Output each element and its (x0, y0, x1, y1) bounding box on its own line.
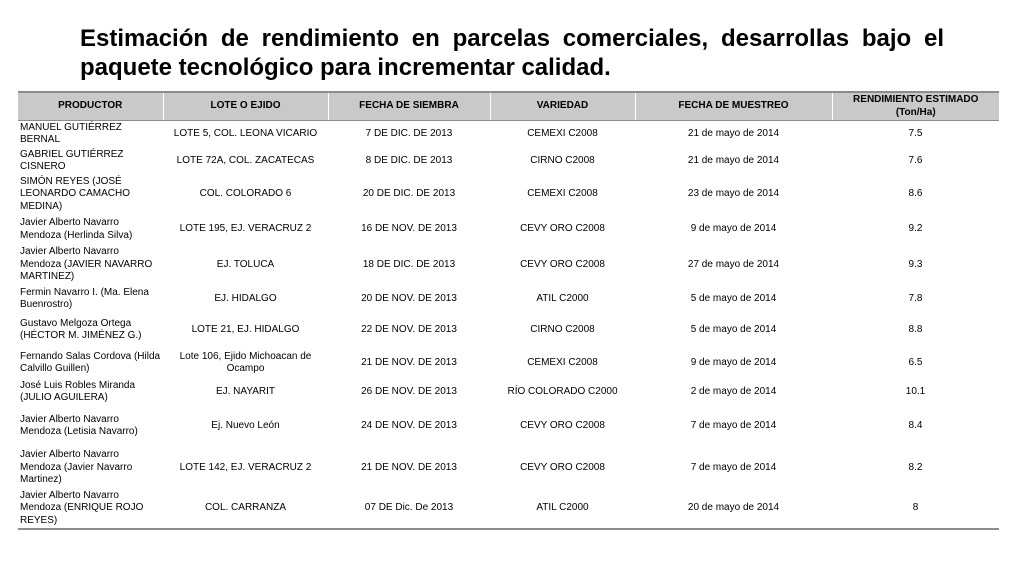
yield-table (18, 91, 999, 530)
cell-rendimiento: 8.2 (908, 461, 923, 473)
cell-fecha-muestreo: 23 de mayo de 2014 (687, 188, 780, 200)
cell-rendimiento: 8.6 (908, 188, 923, 200)
cell-variedad: CEVY ORO C2008 (520, 461, 605, 473)
table-row (18, 121, 999, 148)
cell-productor: José Luis Robles Miranda (JULIO AGUILERA) (20, 379, 136, 403)
cell-fecha-siembra: 20 DE DIC. DE 2013 (362, 188, 456, 200)
cell-variedad: ATIL C2000 (490, 490, 635, 529)
cell-fecha-muestreo: 5 de mayo de 2014 (690, 323, 777, 335)
cell-productor: Javier Alberto Navarro Mendoza (ENRIQUE ROJO REYES) (18, 490, 163, 529)
cell-variedad: CEVY ORO C2008 (520, 258, 605, 270)
cell-productor: Javier Alberto Navarro Mendoza (JAVIER NAVARRO MARTINEZ) (20, 246, 153, 283)
header-productor: PRODUCTOR (18, 92, 163, 121)
cell-fecha-siembra: 26 DE NOV. DE 2013 (361, 385, 457, 397)
cell-lote: EJ. HIDALGO (214, 292, 277, 304)
cell-rendimiento: 7.5 (908, 128, 923, 139)
header-lote: LOTE O EJIDO (163, 92, 328, 121)
table-row (18, 348, 999, 379)
cell-rendimiento: 8.8 (908, 323, 923, 335)
cell-lote: COL. CARRANZA (163, 490, 328, 529)
header-fecha-siembra: FECHA DE SIEMBRA (328, 92, 490, 121)
cell-rendimiento: 8 (832, 490, 999, 529)
cell-fecha-muestreo: 21 de mayo de 2014 (687, 128, 780, 139)
cell-lote: LOTE 21, EJ. HIDALGO (191, 323, 300, 335)
cell-rendimiento: 9.2 (908, 223, 923, 235)
cell-lote: LOTE 72A, COL. ZACATECAS (176, 154, 315, 166)
cell-fecha-siembra: 8 DE DIC. DE 2013 (365, 154, 453, 166)
cell-productor: Javier Alberto Navarro Mendoza (Herlinda Silva) (20, 217, 133, 241)
cell-variedad: CEMEXI C2008 (527, 188, 598, 200)
cell-variedad: ATIL C2000 (536, 292, 589, 304)
cell-variedad: CIRNO C2008 (530, 323, 595, 335)
header-fecha-muestreo: FECHA DE MUESTREO (635, 92, 832, 121)
table-row (18, 286, 999, 313)
cell-fecha-siembra: 24 DE NOV. DE 2013 (361, 419, 457, 431)
cell-fecha-siembra: 21 DE NOV. DE 2013 (361, 356, 457, 368)
cell-productor: Javier Alberto Navarro Mendoza (Letisia Navarro) (20, 413, 138, 437)
cell-productor: MANUEL GUTIÉRREZ BERNAL (20, 121, 122, 146)
cell-fecha-siembra: 7 DE DIC. DE 2013 (365, 128, 453, 139)
table-row (18, 406, 999, 447)
table-row (18, 175, 999, 215)
table-row (18, 148, 999, 175)
cell-rendimiento: 9.3 (908, 258, 923, 270)
cell-fecha-siembra: 22 DE NOV. DE 2013 (361, 323, 457, 335)
cell-variedad: RÍO COLORADO C2000 (507, 385, 618, 397)
header-variedad: VARIEDAD (490, 92, 635, 121)
cell-variedad: CEVY ORO C2008 (520, 223, 605, 235)
cell-fecha-siembra: 21 DE NOV. DE 2013 (361, 461, 457, 473)
table-row (18, 215, 999, 245)
cell-productor: Fermin Navarro I. (Ma. Elena Buenrostro) (20, 286, 149, 310)
cell-fecha-muestreo: 20 de mayo de 2014 (635, 490, 832, 529)
table-row (18, 447, 999, 490)
header-row (18, 92, 999, 121)
cell-productor: Gustavo Melgoza Ortega (HÉCTOR M. JIMÉNEZ G.) (20, 317, 142, 341)
cell-variedad: CIRNO C2008 (530, 154, 595, 166)
cell-fecha-muestreo: 2 de mayo de 2014 (690, 385, 777, 397)
cell-productor: Fernando Salas Cordova (Hilda Calvillo Guillen) (20, 350, 161, 374)
cell-fecha-siembra: 07 DE Dic. De 2013 (328, 490, 490, 529)
cell-fecha-muestreo: 21 de mayo de 2014 (687, 154, 780, 166)
cell-fecha-muestreo: 27 de mayo de 2014 (687, 258, 780, 270)
cell-rendimiento: 7.8 (908, 292, 923, 304)
cell-lote: EJ. NAYARIT (215, 385, 276, 397)
table-header (18, 92, 999, 121)
cell-fecha-muestreo: 5 de mayo de 2014 (690, 292, 777, 304)
cell-rendimiento: 7.6 (908, 154, 923, 166)
cell-fecha-muestreo: 7 de mayo de 2014 (690, 461, 777, 473)
cell-productor: SIMÓN REYES (JOSÉ LEONARDO CAMACHO MEDINA) (20, 175, 131, 212)
cell-fecha-muestreo: 9 de mayo de 2014 (690, 356, 777, 368)
cell-variedad: CEMEXI C2008 (527, 128, 598, 139)
cell-productor: Javier Alberto Navarro Mendoza (Javier Navarro Martinez) (20, 449, 133, 486)
cell-lote: Lote 106, Ejido Michoacan de Ocampo (179, 350, 312, 374)
cell-lote: EJ. TOLUCA (216, 258, 275, 270)
slide-title: Estimación de rendimiento en parcelas comerciales, desarrollas bajo el paquete tecnológico para incrementar calidad. (80, 25, 944, 81)
cell-lote: LOTE 195, EJ. VERACRUZ 2 (179, 223, 312, 235)
table-row (18, 490, 999, 529)
cell-rendimiento: 10.1 (905, 385, 926, 397)
cell-variedad: CEVY ORO C2008 (520, 419, 605, 431)
table-body (18, 121, 999, 529)
cell-lote: Ej. Nuevo León (211, 419, 280, 431)
cell-lote: LOTE 5, COL. LEONA VICARIO (173, 128, 318, 139)
header-rendimiento: RENDIMIENTO ESTIMADO (Ton/Ha) (832, 92, 999, 121)
cell-rendimiento: 8.4 (908, 419, 923, 431)
cell-fecha-muestreo: 9 de mayo de 2014 (690, 223, 777, 235)
cell-fecha-muestreo: 7 de mayo de 2014 (690, 419, 777, 431)
cell-fecha-siembra: 20 DE NOV. DE 2013 (361, 292, 457, 304)
cell-lote: COL. COLORADO 6 (199, 188, 292, 200)
table-row (18, 379, 999, 406)
table-row (18, 245, 999, 286)
cell-lote: LOTE 142, EJ. VERACRUZ 2 (179, 461, 312, 473)
cell-variedad: CEMEXI C2008 (527, 356, 598, 368)
table-row (18, 313, 999, 348)
cell-rendimiento: 6.5 (908, 356, 923, 368)
table-container (18, 91, 999, 530)
cell-productor: GABRIEL GUTIÉRREZ CISNERO (20, 148, 124, 172)
cell-fecha-siembra: 18 DE DIC. DE 2013 (362, 258, 456, 270)
cell-fecha-siembra: 16 DE NOV. DE 2013 (361, 223, 457, 235)
